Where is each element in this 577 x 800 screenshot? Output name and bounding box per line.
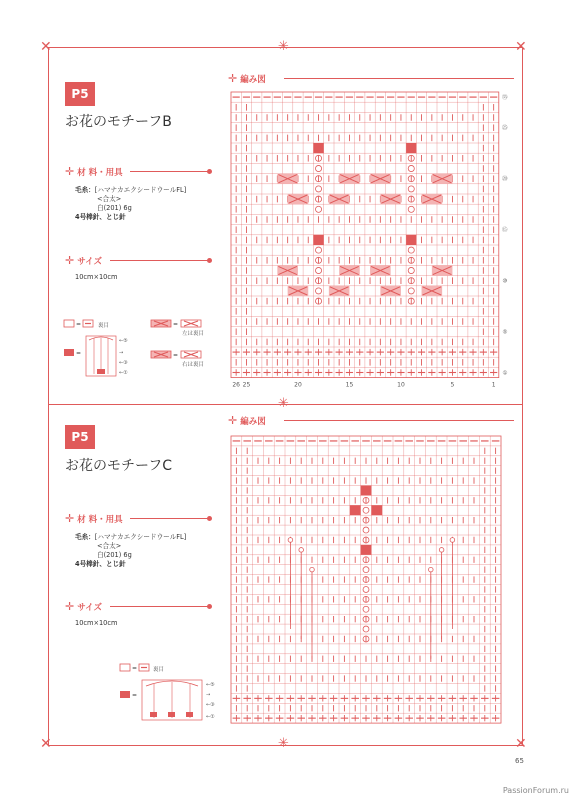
svg-text:←①: ←① <box>119 370 128 376</box>
column-number: 25 <box>242 381 251 389</box>
svg-text:=: = <box>173 321 179 328</box>
knitting-chart-c <box>225 430 521 742</box>
header-dot <box>207 516 212 521</box>
row-number: ⑳ <box>502 176 508 183</box>
bobble-stitch <box>406 143 416 153</box>
column-number: 10 <box>397 381 405 389</box>
twist-stitch <box>315 186 321 192</box>
column-number: 15 <box>345 381 354 389</box>
header-dot <box>207 258 212 263</box>
plus-ornament-icon: ✛ <box>65 165 75 178</box>
header-dot <box>207 604 212 609</box>
plus-ornament-icon: ✛ <box>65 512 75 525</box>
plus-ornament-icon: ✛ <box>228 72 238 85</box>
watermark: PassionForum.ru <box>502 786 569 795</box>
legend-left-label: 左は裏目 <box>182 331 205 337</box>
bottom-ornament-icon: ✳ <box>278 736 289 751</box>
plus-ornament-icon: ✛ <box>65 254 75 267</box>
header-rule <box>284 420 514 421</box>
column-number: 1 <box>491 381 496 389</box>
row-number: ① <box>502 370 508 377</box>
pattern-title: お花のモチーフB <box>65 114 172 130</box>
bobble-stitch <box>313 235 323 245</box>
twist-stitch <box>408 288 414 294</box>
yarn-over-stitch <box>310 567 315 572</box>
svg-text:→: → <box>206 692 211 698</box>
twist-stitch <box>408 186 414 192</box>
svg-text:=: = <box>76 350 82 357</box>
twist-stitch <box>408 267 414 273</box>
middle-ornament-icon: ✳ <box>278 396 289 411</box>
bobble-stitch <box>361 486 372 496</box>
svg-text:←⑤: ←⑤ <box>206 682 215 688</box>
legend-diagram-c <box>118 660 228 725</box>
knitting-chart-b <box>225 87 521 392</box>
svg-text:←⑤: ←⑤ <box>119 338 128 344</box>
svg-text:←③: ←③ <box>119 360 128 366</box>
corner-ornament-icon: ✕ <box>515 736 527 752</box>
twist-stitch <box>408 206 414 212</box>
header-dot <box>207 169 212 174</box>
header-rule <box>284 78 514 79</box>
twist-stitch <box>315 165 321 171</box>
size-header: ✛ サイズ <box>65 600 215 613</box>
twist-stitch <box>315 288 321 294</box>
plus-ornament-icon: ✛ <box>228 414 238 427</box>
header-rule <box>110 606 208 607</box>
yarn-over-stitch <box>429 567 434 572</box>
materials-list: 毛糸：[ハマナカエクシードウールFL] <合太> 白(201) 6g 4号棒針、とじ針 <box>75 186 187 221</box>
twist-stitch <box>315 247 321 253</box>
corner-ornament-icon: ✕ <box>40 736 52 752</box>
size-value: 10cm×10cm <box>75 619 118 627</box>
yarn-over-stitch <box>439 548 444 553</box>
header-rule <box>130 518 208 519</box>
twist-stitch <box>408 165 414 171</box>
chart-header-c: ✛ 編み図 <box>228 414 518 427</box>
size-value: 10cm×10cm <box>75 273 118 281</box>
legend-purl-label: 裏目 <box>153 667 165 673</box>
twist-stitch <box>363 527 369 533</box>
materials-header: ✛ 材 料・用具 <box>65 512 215 525</box>
svg-text:=: = <box>76 321 82 328</box>
materials-header: ✛ 材 料・用具 <box>65 165 215 178</box>
plus-ornament-icon: ✛ <box>65 600 75 613</box>
twist-stitch <box>363 626 369 632</box>
legend-purl-label: 裏目 <box>98 323 110 329</box>
row-number: ⑮ <box>502 227 508 234</box>
twist-stitch <box>363 567 369 573</box>
yarn-over-stitch <box>299 548 304 553</box>
bobble-stitch <box>406 235 416 245</box>
chart-header-b: ✛ 編み図 <box>228 72 518 85</box>
row-number: ㉕ <box>502 125 508 132</box>
twist-stitch <box>363 586 369 592</box>
column-number: 20 <box>294 381 302 389</box>
bobble-stitch <box>371 505 382 515</box>
twist-stitch <box>363 606 369 612</box>
row-number: ⑩ <box>502 278 508 285</box>
corner-ornament-icon: ✕ <box>515 39 527 55</box>
twist-stitch <box>363 507 369 513</box>
svg-text:→: → <box>119 350 124 356</box>
column-number: 26 <box>232 381 240 389</box>
corner-ornament-icon: ✕ <box>40 39 52 55</box>
pattern-badge: P5 <box>65 425 95 449</box>
twist-stitch <box>315 206 321 212</box>
header-rule <box>130 171 208 172</box>
svg-text:=: = <box>132 692 138 699</box>
legend-diagram-b <box>62 316 212 381</box>
twist-stitch <box>408 247 414 253</box>
pattern-badge: P5 <box>65 82 95 106</box>
svg-text:←①: ←① <box>206 714 215 720</box>
header-rule <box>110 260 208 261</box>
svg-text:←③: ←③ <box>206 702 215 708</box>
bobble-stitch <box>361 545 372 555</box>
twist-stitch <box>315 267 321 273</box>
column-number: 5 <box>450 381 455 389</box>
bobble-stitch <box>313 143 323 153</box>
yarn-over-stitch <box>288 538 293 543</box>
size-header: ✛ サイズ <box>65 254 215 267</box>
row-number: ㉟ <box>502 95 508 102</box>
row-number: ⑤ <box>502 329 508 336</box>
svg-text:=: = <box>132 665 138 672</box>
page-number: 65 <box>515 757 524 765</box>
yarn-over-stitch <box>450 538 455 543</box>
legend-right-label: 右は裏目 <box>182 362 205 368</box>
svg-text:=: = <box>173 352 179 359</box>
bobble-stitch <box>350 505 361 515</box>
materials-list: 毛糸：[ハマナカエクシードウールFL] <合太> 白(201) 6g 4号棒針、とじ針 <box>75 533 187 568</box>
top-ornament-icon: ✳ <box>278 39 289 54</box>
pattern-title: お花のモチーフC <box>65 458 173 474</box>
